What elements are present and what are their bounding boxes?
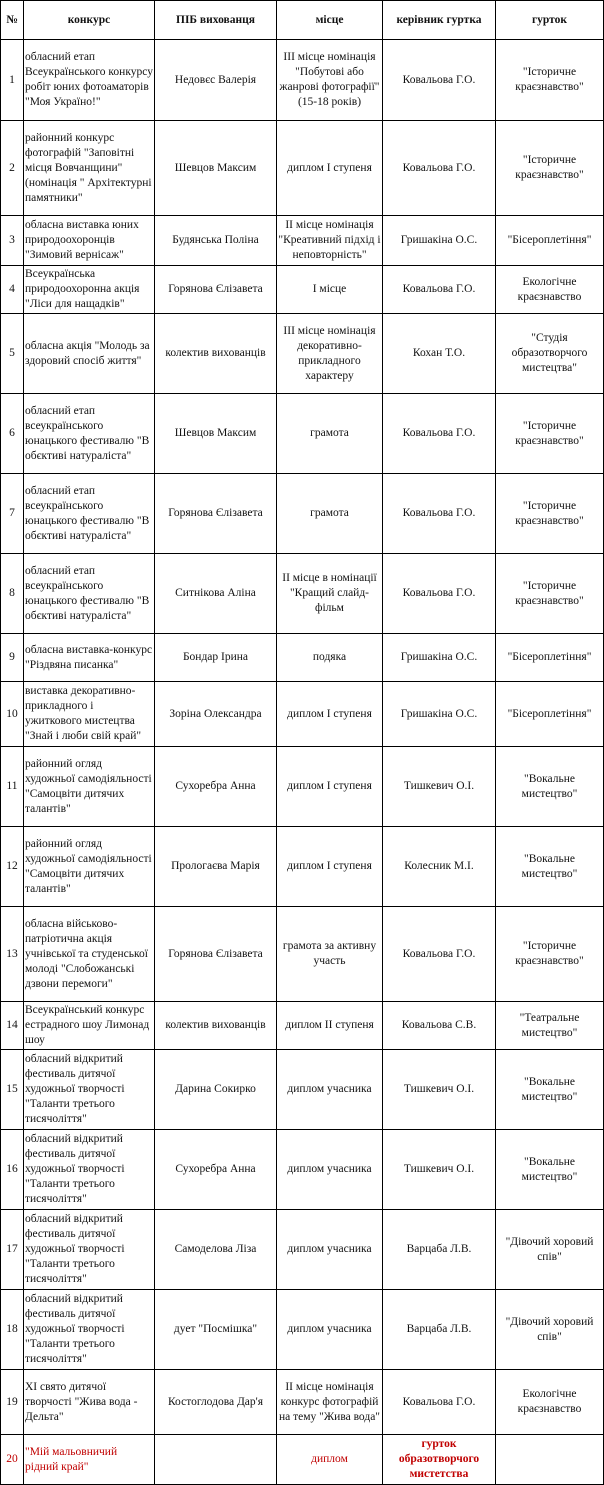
cell-name: Зоріна Олександра bbox=[155, 682, 277, 747]
cell-tutor: Тишкевич О.І. bbox=[383, 1130, 496, 1210]
table-row bbox=[1, 827, 604, 907]
cell-num: 16 bbox=[1, 1130, 24, 1210]
cell-club: "Бісероплетіння" bbox=[496, 216, 604, 266]
cell-place: ІІ місце номінація "Креативний підхід і неповторність" bbox=[277, 216, 383, 266]
cell-tutor: Кохан Т.О. bbox=[383, 314, 496, 394]
cell-tutor: Ковальова Г.О. bbox=[383, 554, 496, 634]
cell-place: диплом І ступеня bbox=[277, 827, 383, 907]
table-row bbox=[1, 682, 604, 747]
header-club: гурток bbox=[496, 1, 604, 40]
cell-contest: ХІ свято дитячої творчості "Жива вода - Дельта" bbox=[24, 1370, 155, 1435]
cell-num: 2 bbox=[1, 121, 24, 216]
cell-tutor: Ковальова Г.О. bbox=[383, 121, 496, 216]
cell-place: подяка bbox=[277, 634, 383, 682]
table-row bbox=[1, 1210, 604, 1290]
cell-num: 20 bbox=[1, 1435, 24, 1485]
table-row bbox=[1, 216, 604, 266]
cell-club: "Історичне краєзнавство" bbox=[496, 40, 604, 121]
cell-num: 13 bbox=[1, 907, 24, 1002]
cell-tutor: Ковальова Г.О. bbox=[383, 474, 496, 554]
cell-tutor: Варцаба Л.В. bbox=[383, 1210, 496, 1290]
cell-contest: обласний відкритий фестиваль дитячої художньої творчості "Таланти третього тисячоліття" bbox=[24, 1290, 155, 1370]
cell-name: Сухоребра Анна bbox=[155, 1130, 277, 1210]
cell-place: диплом І ступеня bbox=[277, 121, 383, 216]
cell-tutor: Тишкевич О.І. bbox=[383, 1050, 496, 1130]
cell-contest: обласний етап Всеукраїнського конкурсу робіт юних фотоаматорів "Моя Україно!" bbox=[24, 40, 155, 121]
cell-club: "Студія образотворчого мистецтва" bbox=[496, 314, 604, 394]
cell-num: 9 bbox=[1, 634, 24, 682]
table-row bbox=[1, 266, 604, 314]
cell-name: Прологаєва Марія bbox=[155, 827, 277, 907]
header-place: місце bbox=[277, 1, 383, 40]
cell-club bbox=[496, 1435, 604, 1485]
cell-place: диплом учасника bbox=[277, 1130, 383, 1210]
cell-place: диплом учасника bbox=[277, 1210, 383, 1290]
table-row bbox=[1, 121, 604, 216]
cell-tutor: Ковальова Г.О. bbox=[383, 40, 496, 121]
cell-club: "Історичне краєзнавство" bbox=[496, 907, 604, 1002]
cell-contest: обласний відкритий фестиваль дитячої художньої творчості "Таланти третього тисячоліття" bbox=[24, 1050, 155, 1130]
cell-club: "Історичне краєзнавство" bbox=[496, 121, 604, 216]
cell-num: 11 bbox=[1, 747, 24, 827]
cell-place: диплом bbox=[277, 1435, 383, 1485]
cell-place: диплом І ступеня bbox=[277, 682, 383, 747]
cell-name: колектив вихованців bbox=[155, 314, 277, 394]
cell-place: диплом ІІ ступеня bbox=[277, 1002, 383, 1050]
table-row bbox=[1, 1435, 604, 1485]
cell-num: 12 bbox=[1, 827, 24, 907]
cell-name bbox=[155, 1435, 277, 1485]
cell-place: ІІ місце номінація конкурс фотографій на тему "Жива вода" bbox=[277, 1370, 383, 1435]
cell-place: ІІІ місце номінація декоративно-прикладного характеру bbox=[277, 314, 383, 394]
table-row bbox=[1, 314, 604, 394]
cell-name: Дарина Сокирко bbox=[155, 1050, 277, 1130]
table-row bbox=[1, 634, 604, 682]
cell-name: колектив вихованців bbox=[155, 1002, 277, 1050]
cell-place: грамота bbox=[277, 394, 383, 474]
cell-name: Недовєс Валерія bbox=[155, 40, 277, 121]
cell-tutor: Ковальова Г.О. bbox=[383, 1370, 496, 1435]
cell-contest: виставка декоративно-прикладного і ужиткового мистецтва "Знай і люби свій край" bbox=[24, 682, 155, 747]
cell-name: Будянська Поліна bbox=[155, 216, 277, 266]
cell-club: "Історичне краєзнавство" bbox=[496, 554, 604, 634]
table-row bbox=[1, 1290, 604, 1370]
cell-tutor: Ковальова Г.О. bbox=[383, 394, 496, 474]
cell-num: 1 bbox=[1, 40, 24, 121]
table-row bbox=[1, 747, 604, 827]
table-row bbox=[1, 1002, 604, 1050]
cell-name: Шевцов Максим bbox=[155, 394, 277, 474]
cell-place: ІІ місце в номінації "Кращий слайд-фільм bbox=[277, 554, 383, 634]
cell-tutor: Гришакіна О.С. bbox=[383, 216, 496, 266]
cell-contest: обласний відкритий фестиваль дитячої художньої творчості "Таланти третього тисячоліття" bbox=[24, 1130, 155, 1210]
cell-name: дует "Посмішка" bbox=[155, 1290, 277, 1370]
cell-place: грамота за активну участь bbox=[277, 907, 383, 1002]
cell-num: 8 bbox=[1, 554, 24, 634]
cell-contest: обласний етап всеукраїнського юнацького фестивалю "В обєктиві натураліста" bbox=[24, 474, 155, 554]
cell-club: "Бісероплетіння" bbox=[496, 634, 604, 682]
cell-tutor: Варцаба Л.В. bbox=[383, 1290, 496, 1370]
cell-num: 19 bbox=[1, 1370, 24, 1435]
table-row bbox=[1, 40, 604, 121]
cell-num: 18 bbox=[1, 1290, 24, 1370]
cell-club: "Вокальне мистецтво" bbox=[496, 1130, 604, 1210]
cell-club: "Театральне мистецтво" bbox=[496, 1002, 604, 1050]
cell-name: Горянова Єлізавета bbox=[155, 474, 277, 554]
cell-club: "Історичне краєзнавство" bbox=[496, 394, 604, 474]
cell-name: Горянова Єлізавета bbox=[155, 907, 277, 1002]
cell-contest: обласна виставка юних природоохоронців "Зимовий вернісаж" bbox=[24, 216, 155, 266]
cell-name: Сухоребра Анна bbox=[155, 747, 277, 827]
cell-contest: обласний етап всеукраїнського юнацького фестивалю "В обєктиві натураліста" bbox=[24, 394, 155, 474]
cell-name: Самоделова Ліза bbox=[155, 1210, 277, 1290]
cell-num: 5 bbox=[1, 314, 24, 394]
cell-place: диплом учасника bbox=[277, 1290, 383, 1370]
cell-contest: Всеукраїнський конкурс естрадного шоу Лимонад шоу bbox=[24, 1002, 155, 1050]
table-row bbox=[1, 394, 604, 474]
cell-num: 7 bbox=[1, 474, 24, 554]
cell-tutor: Тишкевич О.І. bbox=[383, 747, 496, 827]
header-row bbox=[1, 1, 604, 40]
cell-club: Екологічне краєзнавство bbox=[496, 266, 604, 314]
cell-club: "Вокальне мистецтво" bbox=[496, 747, 604, 827]
cell-tutor: Ковальова С.В. bbox=[383, 1002, 496, 1050]
cell-contest: Всеукраїнська природоохоронна акція "Ліси для нащадків" bbox=[24, 266, 155, 314]
cell-contest: обласний відкритий фестиваль дитячої художньої творчості "Таланти третього тисячоліття" bbox=[24, 1210, 155, 1290]
cell-club: "Бісероплетіння" bbox=[496, 682, 604, 747]
cell-contest: районний конкурс фотографій "Заповітні місця Вовчанщини" (номінація " Архітектурні памятники" bbox=[24, 121, 155, 216]
header-tutor: керівник гуртка bbox=[383, 1, 496, 40]
cell-num: 17 bbox=[1, 1210, 24, 1290]
table-row bbox=[1, 1370, 604, 1435]
cell-num: 4 bbox=[1, 266, 24, 314]
cell-contest: обласна акція "Молодь за здоровий спосіб життя" bbox=[24, 314, 155, 394]
cell-name: Бондар Ірина bbox=[155, 634, 277, 682]
cell-contest: "Мій мальовничий рідний край" bbox=[24, 1435, 155, 1485]
cell-contest: обласний етап всеукраїнського юнацького фестивалю "В обєктиві натураліста" bbox=[24, 554, 155, 634]
cell-club: "Вокальне мистецтво" bbox=[496, 827, 604, 907]
cell-club: Екологічне краєзнавство bbox=[496, 1370, 604, 1435]
cell-place: грамота bbox=[277, 474, 383, 554]
cell-place: ІІІ місце номінація "Побутові або жанрові фотографії" (15-18 років) bbox=[277, 40, 383, 121]
cell-num: 14 bbox=[1, 1002, 24, 1050]
cell-tutor: Гришакіна О.С. bbox=[383, 682, 496, 747]
cell-tutor: Ковальова Г.О. bbox=[383, 907, 496, 1002]
table-row bbox=[1, 1130, 604, 1210]
table-row bbox=[1, 474, 604, 554]
cell-num: 3 bbox=[1, 216, 24, 266]
cell-club: "Історичне краєзнавство" bbox=[496, 474, 604, 554]
cell-num: 15 bbox=[1, 1050, 24, 1130]
header-name: ПІБ вихованця bbox=[155, 1, 277, 40]
cell-name: Шевцов Максим bbox=[155, 121, 277, 216]
cell-name: Ситнікова Аліна bbox=[155, 554, 277, 634]
header-contest: конкурс bbox=[24, 1, 155, 40]
cell-tutor: Гришакіна О.С. bbox=[383, 634, 496, 682]
cell-contest: обласна виставка-конкурс "Різдвяна писанка" bbox=[24, 634, 155, 682]
cell-name: Горянова Єлізавета bbox=[155, 266, 277, 314]
table-row bbox=[1, 907, 604, 1002]
table-row bbox=[1, 554, 604, 634]
cell-contest: районний огляд художньої самодіяльності "Самоцвіти дитячих талантів" bbox=[24, 827, 155, 907]
cell-tutor: гурток образотворчого мистетства bbox=[383, 1435, 496, 1485]
cell-club: "Вокальне мистецтво" bbox=[496, 1050, 604, 1130]
cell-num: 10 bbox=[1, 682, 24, 747]
cell-place: диплом учасника bbox=[277, 1050, 383, 1130]
cell-tutor: Ковальова Г.О. bbox=[383, 266, 496, 314]
table-row bbox=[1, 1050, 604, 1130]
cell-name: Костоглодова Дар'я bbox=[155, 1370, 277, 1435]
header-num: № bbox=[1, 1, 24, 40]
cell-tutor: Колесник М.І. bbox=[383, 827, 496, 907]
cell-place: І місце bbox=[277, 266, 383, 314]
cell-place: диплом І ступеня bbox=[277, 747, 383, 827]
cell-num: 6 bbox=[1, 394, 24, 474]
cell-contest: районний огляд художньої самодіяльності "Самоцвіти дитячих талантів" bbox=[24, 747, 155, 827]
cell-club: "Дівочий хоровий спів" bbox=[496, 1210, 604, 1290]
cell-club: "Дівочий хоровий спів" bbox=[496, 1290, 604, 1370]
cell-contest: обласна військово-патріотична акція учнівської та студенської молоді "Слобожанські дзвони перемоги" bbox=[24, 907, 155, 1002]
